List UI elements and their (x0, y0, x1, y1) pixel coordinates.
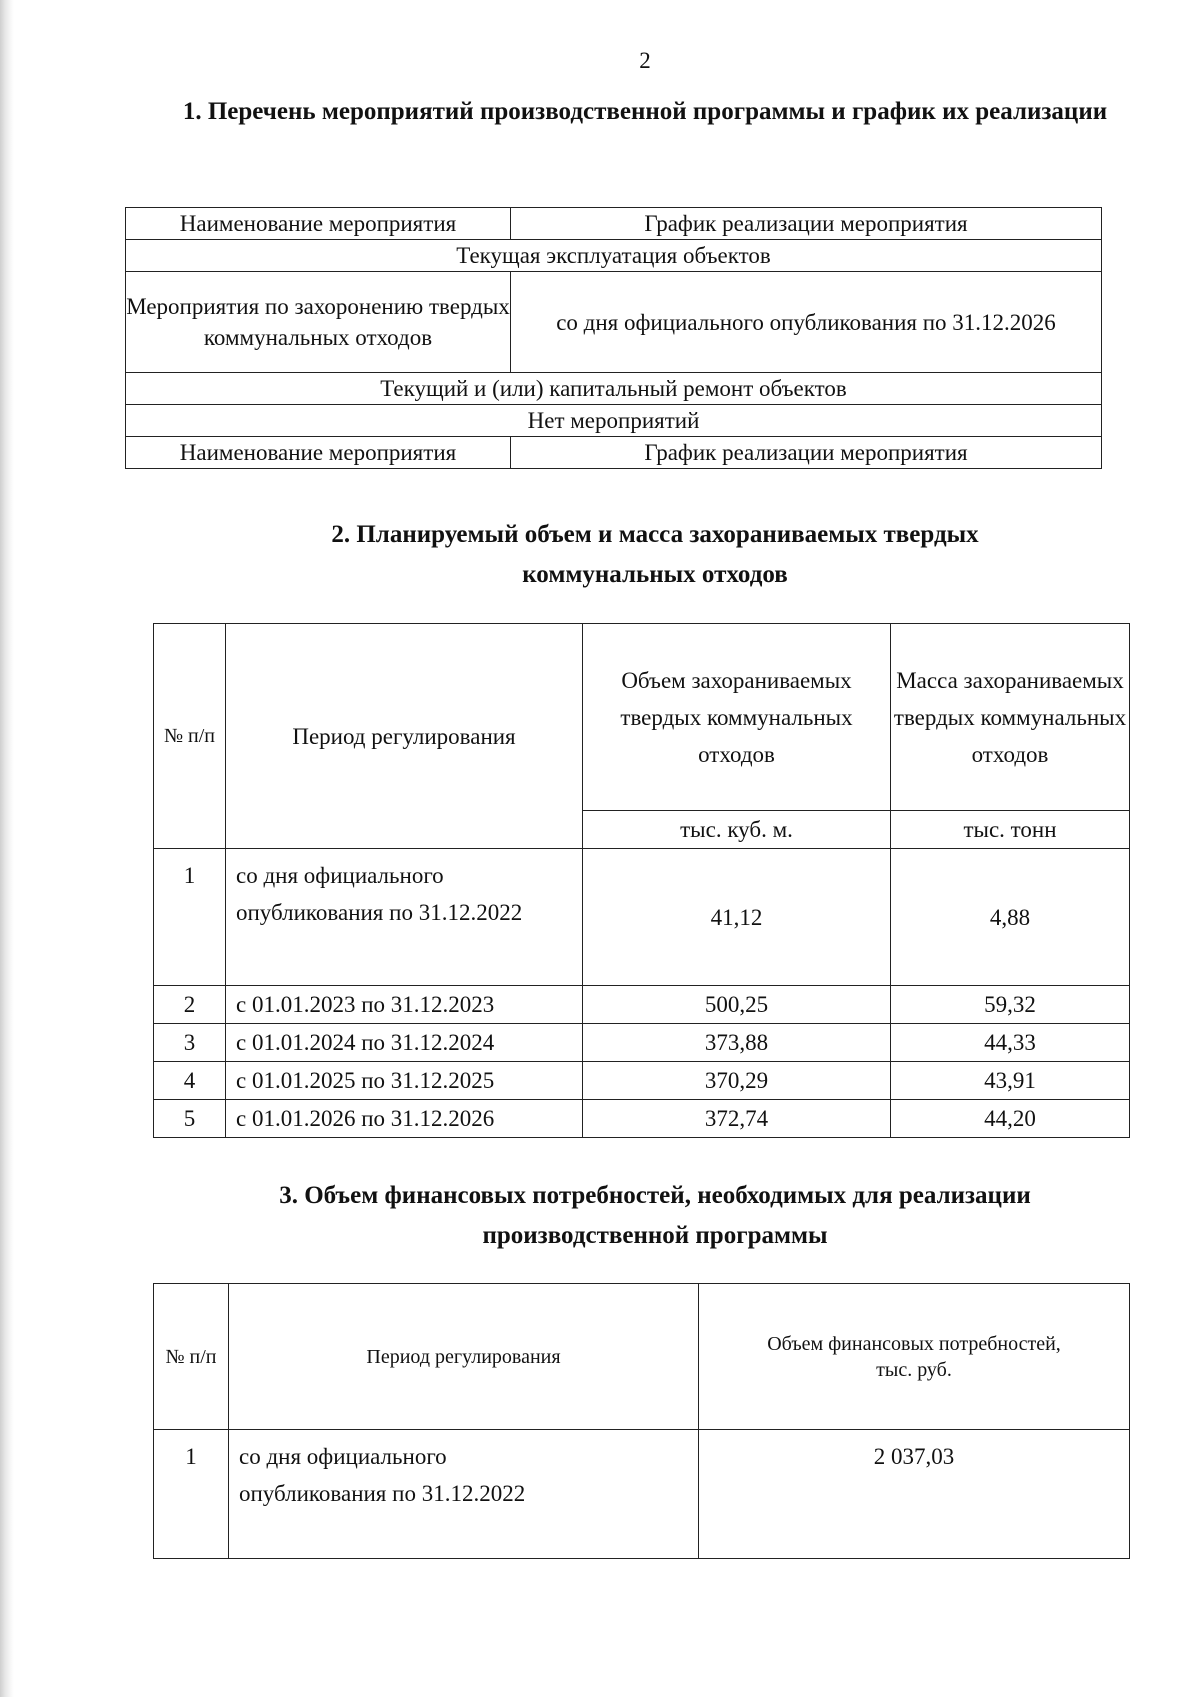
header-period: Период регулирования (226, 624, 583, 849)
header-num: № п/п (154, 1284, 229, 1430)
row-mass: 4,88 (891, 849, 1130, 986)
row-mass: 44,20 (891, 1100, 1130, 1138)
measures-table (125, 207, 1102, 469)
header-mass: Масса захораниваемых твердых коммунальных отходов (891, 624, 1130, 811)
waste-volume-table (153, 623, 1130, 1138)
group-row (126, 373, 1102, 405)
footer-schedule: График реализации мероприятия (511, 437, 1102, 469)
table-row (154, 986, 1130, 1024)
row-num: 4 (154, 1062, 226, 1100)
group-current-operation: Текущая эксплуатация объектов (126, 240, 1102, 272)
table-header-row (126, 208, 1102, 240)
row-mass: 44,33 (891, 1024, 1130, 1062)
row-volume: 41,12 (583, 849, 891, 986)
row-amount: 2 037,03 (699, 1430, 1130, 1559)
no-measures: Нет мероприятий (126, 405, 1102, 437)
table-row (154, 1062, 1130, 1100)
header-mass-unit: тыс. тонн (891, 811, 1130, 849)
table-row (154, 1024, 1130, 1062)
section3-title: 3. Объем финансовых потребностей, необходимых для реализации производственной программы (279, 1182, 1031, 1249)
footer-measure-name: Наименование мероприятия (126, 437, 511, 469)
row-volume: 370,29 (583, 1062, 891, 1100)
measure-schedule: со дня официального опубликования по 31.12.2026 (511, 272, 1102, 373)
scan-edge (0, 0, 14, 1697)
page-number: 2 (639, 48, 651, 73)
header-period: Период регулирования (229, 1284, 699, 1430)
header-schedule: График реализации мероприятия (511, 208, 1102, 240)
row-num: 5 (154, 1100, 226, 1138)
section2-title: 2. Планируемый объем и масса захораниваемых твердых коммунальных отходов (331, 521, 979, 588)
table-row (154, 1100, 1130, 1138)
group-repair: Текущий и (или) капитальный ремонт объектов (126, 373, 1102, 405)
table-row (154, 849, 1130, 986)
financial-needs-table (153, 1283, 1130, 1559)
header-amount: Объем финансовых потребностей, тыс. руб. (699, 1284, 1130, 1430)
row-period: со дня официального опубликования по 31.12.2022 (226, 849, 583, 986)
row-num: 2 (154, 986, 226, 1024)
table-row (154, 1430, 1130, 1559)
table-header-row (154, 624, 1130, 811)
row-mass: 59,32 (891, 986, 1130, 1024)
row-volume: 372,74 (583, 1100, 891, 1138)
row-period: с 01.01.2025 по 31.12.2025 (226, 1062, 583, 1100)
section1-title: 1. Перечень мероприятий производственной программы и график их реализации (182, 98, 1108, 125)
row-num: 1 (154, 1430, 229, 1559)
row-num: 3 (154, 1024, 226, 1062)
table-row (126, 405, 1102, 437)
header-measure-name: Наименование мероприятия (126, 208, 511, 240)
row-volume: 500,25 (583, 986, 891, 1024)
table-footer-row (126, 437, 1102, 469)
measure-name: Мероприятия по захоронению твердых коммунальных отходов (126, 272, 511, 373)
row-period: с 01.01.2024 по 31.12.2024 (226, 1024, 583, 1062)
header-volume-unit: тыс. куб. м. (583, 811, 891, 849)
table-header-row (154, 1284, 1130, 1430)
header-num: № п/п (154, 624, 226, 849)
row-num: 1 (154, 849, 226, 986)
row-mass: 43,91 (891, 1062, 1130, 1100)
header-volume: Объем захораниваемых твердых коммунальных отходов (583, 624, 891, 811)
table-row (126, 272, 1102, 373)
row-volume: 373,88 (583, 1024, 891, 1062)
group-row (126, 240, 1102, 272)
row-period: со дня официального опубликования по 31.12.2022 (229, 1430, 699, 1559)
row-period: с 01.01.2026 по 31.12.2026 (226, 1100, 583, 1138)
row-period: с 01.01.2023 по 31.12.2023 (226, 986, 583, 1024)
